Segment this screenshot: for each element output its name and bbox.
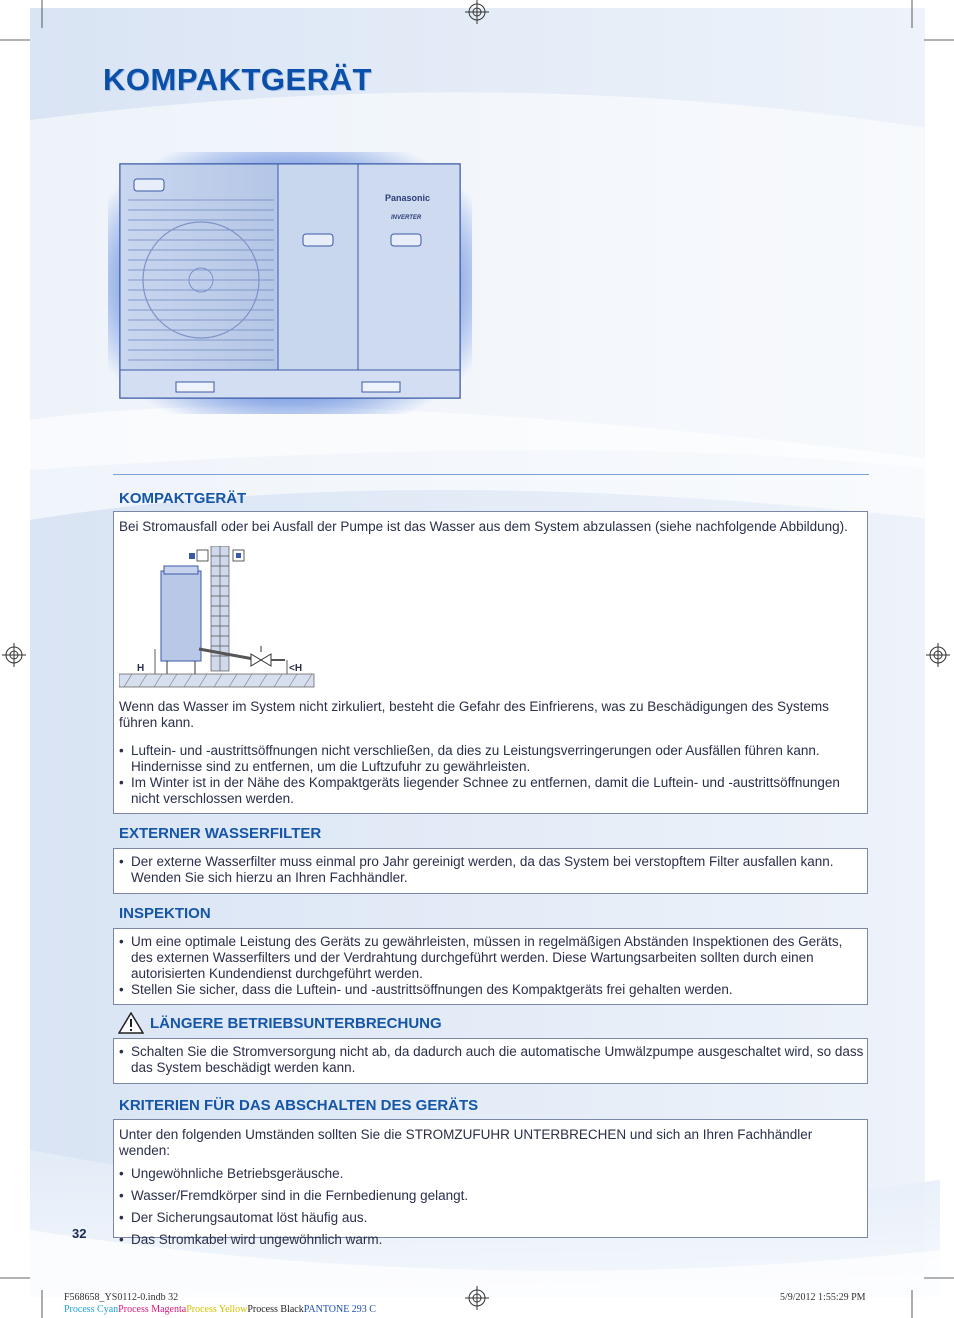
page-number: 32 bbox=[72, 1226, 87, 1241]
kriterien-bullet: • Ungewöhnliche Betriebsgeräusche. bbox=[114, 1163, 863, 1185]
kompakt-bullet: • Luftein- und -austrittsöffnungen nicht verschließen, da dies zu Leistungsverringerungen oder Ausfällen führen kann. Hindernisse sind zu entfernen, um die Luftzufuhr zu gewährleisten. bbox=[114, 743, 854, 775]
inspektion-bullet: • Stellen Sie sicher, dass die Luftein- und -austrittsöffnungen des Kompaktgeräts frei gehalten werden. bbox=[114, 982, 861, 998]
brand-logo: Panasonic bbox=[385, 193, 431, 203]
kompakt-bullet: • Im Winter ist in der Nähe des Kompaktgeräts liegender Schnee zu entfernen, damit die Luftein- und -austrittsöffnungen nicht verschlossen werden. bbox=[114, 775, 854, 807]
inverter-logo: INVERTER bbox=[391, 215, 422, 221]
laengere-bullet: • Schalten Sie die Stromversorgung nicht ab, da dadurch auch die automatische Umwälzpumpe ausgeschaltet wird, so dass das System beschädigt werden kann. bbox=[114, 1044, 865, 1076]
kriterien-bullet: • Das Stromkabel wird ungewöhnlich warm. bbox=[114, 1229, 863, 1251]
height-label-left: H bbox=[137, 663, 145, 674]
warning-triangle-icon bbox=[118, 1012, 144, 1034]
section-heading-kriterien: KRITERIEN FÜR DAS ABSCHALTEN DES GERÄTS bbox=[119, 1097, 479, 1114]
page-title: KOMPAKTGERÄT bbox=[103, 62, 372, 97]
section-heading-laengere: LÄNGERE BETRIEBSUNTERBRECHUNG bbox=[150, 1015, 442, 1032]
footer-color-pantone: PANTONE 293 C bbox=[303, 1304, 376, 1315]
kompaktgeraet-box bbox=[113, 511, 868, 814]
indoor-icon bbox=[189, 553, 195, 559]
footer-color-black: Process Black bbox=[247, 1304, 304, 1315]
footer-date: 5/9/2012 1:55:29 PM bbox=[780, 1292, 866, 1303]
filter-box bbox=[113, 848, 868, 894]
section-divider bbox=[113, 474, 869, 475]
section-heading-filter: EXTERNER WASSERFILTER bbox=[119, 825, 322, 842]
footer-color-cyan: Process Cyan bbox=[64, 1304, 119, 1315]
laengere-box bbox=[113, 1038, 868, 1084]
registration-mark-right bbox=[926, 643, 950, 667]
inspektion-bullet: • Um eine optimale Leistung des Geräts zu gewährleisten, müssen in regelmäßigen Abständen Inspektionen des Geräts, des externen Wasserfilters und der Verdrahtung durchgeführt werden. Diese Wartungsarbeiten sollten durch einen autorisierten Kundendienst durchgeführt werden. bbox=[114, 934, 861, 982]
footer-color-magenta: Process Magenta bbox=[118, 1304, 187, 1315]
inspektion-box bbox=[113, 928, 868, 1005]
height-label-right: <H bbox=[289, 663, 303, 674]
kriterien-intro: Unter den folgenden Umständen sollten Sie die STROMZUFUHR UNTERBRECHEN und sich an Ihren Fachhändler wenden: bbox=[119, 1127, 813, 1158]
drain-diagram bbox=[119, 546, 319, 694]
kompakt-intro: Bei Stromausfall oder bei Ausfall der Pumpe ist das Wasser aus dem System abzulassen (siehe nachfolgende Abbildung). bbox=[119, 519, 848, 534]
footer-file: F568658_YS0112-0.indb 32 bbox=[64, 1292, 179, 1303]
footer-color-list bbox=[64, 1304, 376, 1315]
kriterien-bullet: • Wasser/Fremdkörper sind in die Fernbedienung gelangt. bbox=[114, 1185, 863, 1207]
kriterien-bullet: • Der Sicherungsautomat löst häufig aus. bbox=[114, 1207, 863, 1229]
heat-pump-unit-image bbox=[108, 152, 472, 414]
section-heading-inspektion: INSPEKTION bbox=[119, 905, 211, 922]
footer-color-yellow: Process Yellow bbox=[186, 1304, 248, 1315]
kompakt-warning: Wenn das Wasser im System nicht zirkuliert, besteht die Gefahr des Einfrierens, was zu Beschädigungen des Systems führen kann. bbox=[119, 699, 829, 730]
section-heading-kompaktgeraet: KOMPAKTGERÄT bbox=[119, 490, 247, 507]
kriterien-box bbox=[113, 1119, 868, 1247]
filter-bullet: • Der externe Wasserfilter muss einmal pro Jahr gereinigt werden, da das System bei verstopftem Filter ausfallen kann. Wenden Sie sich hierzu an Ihren Fachhändler. bbox=[114, 854, 861, 886]
registration-mark-left bbox=[2, 643, 26, 667]
